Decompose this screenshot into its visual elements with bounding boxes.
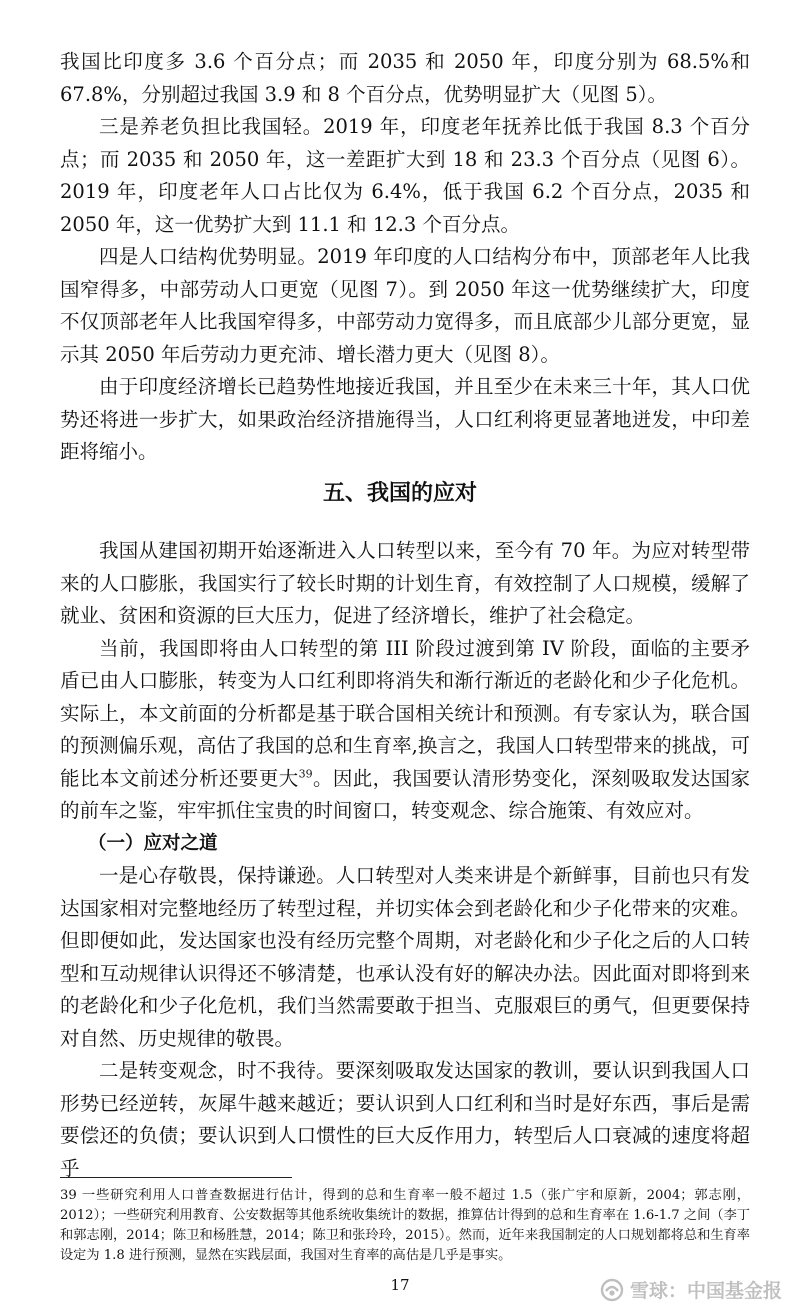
page-number: 17 xyxy=(390,1276,410,1294)
paragraph: 三是养老负担比我国轻。2019 年，印度老年抚养比低于我国 8.3 个百分点；而 2035 和 2050 年，这一差距扩大到 18 和 23.3 个百分点（见图 6）。2019 年，印度老年人口占比仅为 6.4%，低于我国 6.2 个百分点，2035 和 2050 年，这一优势扩大到 11.1 和 12.3 个百分点。 xyxy=(60,115,750,236)
paragraph: 我国比印度多 3.6 个百分点；而 2035 和 2050 年，印度分别为 68.5%和 67.8%，分别超过我国 3.9 和 8 个百分点，优势明显扩大（见图 5）。 xyxy=(60,50,750,106)
footnote-reference[interactable]: 39 xyxy=(298,767,313,780)
watermark-text: 雪球：中国基金报 xyxy=(629,1280,782,1302)
paragraph xyxy=(60,633,750,828)
paragraph-text: 当前，我国即将由人口转型的第 III 阶段过渡到第 IV 阶段，面临的主要矛盾已由人口膨胀，转变为人口红利即将消失和渐行渐近的老龄化和少子化危机。实际上，本文前面的分析都是基于联合国相关统计和预测。有专家认为，联合国的预测偏乐观，高估了我国的总和生育率,换言之，我国人口转型带来的挑战，可能比本文前述分析还要更大 xyxy=(60,636,750,790)
paragraph: 我国从建国初期开始逐渐进入人口转型以来，至今有 70 年。为应对转型带来的人口膨胀，我国实行了较长时期的计划生育，有效控制了人口规模，缓解了就业、贫困和资源的巨大压力，促进了经济增长，维护了社会稳定。 xyxy=(60,539,750,627)
paragraph: 一是心存敬畏，保持谦逊。人口转型对人类来讲是个新鲜事，目前也只有发达国家相对完整地经历了转型过程，并切实体会到老龄化和少子化带来的灾难。但即便如此，发达国家也没有经历完整个周期，对老龄化和少子化之后的人口转型和互动规律认识得还不够清楚，也承认没有好的解决办法。因此面对即将到来的老龄化和少子化危机，我们当然需要敢于担当、克服艰巨的勇气，但更要保持对自然、历史规律的敬畏。 xyxy=(60,864,750,1050)
top-text-block xyxy=(60,46,750,469)
footnote-divider xyxy=(60,1177,292,1178)
footnote: 39 一些研究利用人口普查数据进行估计，得到的总和生育率一般不超过 1.5（张广宇和原新，2004；郭志刚，2012）；一些研究利用教育、公安数据等其他系统收集统计的数据，推算估计得到的总和生育率在 1.6-1.7 之间（李丁和郭志刚，2014；陈卫和杨胜慧，2014；陈卫和张玲玲，2015）。然而，近年来我国制定的人口规划都将总和生育率设定为 1.8 进行预测，显然在实践层面，我国对生育率的高估是几乎是事实。 xyxy=(60,1188,750,1263)
subheading: （一）应对之道 xyxy=(88,832,218,854)
paragraph: 四是人口结构优势明显。2019 年印度的人口结构分布中，顶部老年人比我国窄得多，中部劳动人口更宽（见图 7）。到 2050 年这一优势继续扩大，印度不仅顶部老年人比我国窄得多，中部劳动力宽得多，而且底部少儿部分更宽，显示其 2050 年后劳动力更充沛、增长潜力更大（见图 8）。 xyxy=(60,245,750,366)
watermark xyxy=(600,1276,782,1303)
section-title: 五、我国的应对 xyxy=(322,481,477,506)
paragraph: 二是转变观念，时不我待。要深刻吸取发达国家的教训，要认识到我国人口形势已经逆转，灰犀牛越来越近；要认识到人口红利和当时是好东西，事后是需要偿还的负债；要认识到人口惯性的巨大反作用力，转型后人口衰减的速度将超乎 xyxy=(60,1059,750,1180)
main-text-block xyxy=(60,535,750,1185)
paragraph-text: 。因此，我国要认清形势变化，深刻吸取发达国家的前车之鉴，牢牢抓住宝贵的时间窗口，转变观念、综合施策、有效应对。 xyxy=(60,766,750,822)
paragraph: 由于印度经济增长已趋势性地接近我国，并且至少在未来三十年，其人口优势还将进一步扩大，如果政治经济措施得当，人口红利将更显著地迸发，中印差距将缩小。 xyxy=(60,375,750,463)
snowball-logo-icon xyxy=(600,1278,624,1302)
